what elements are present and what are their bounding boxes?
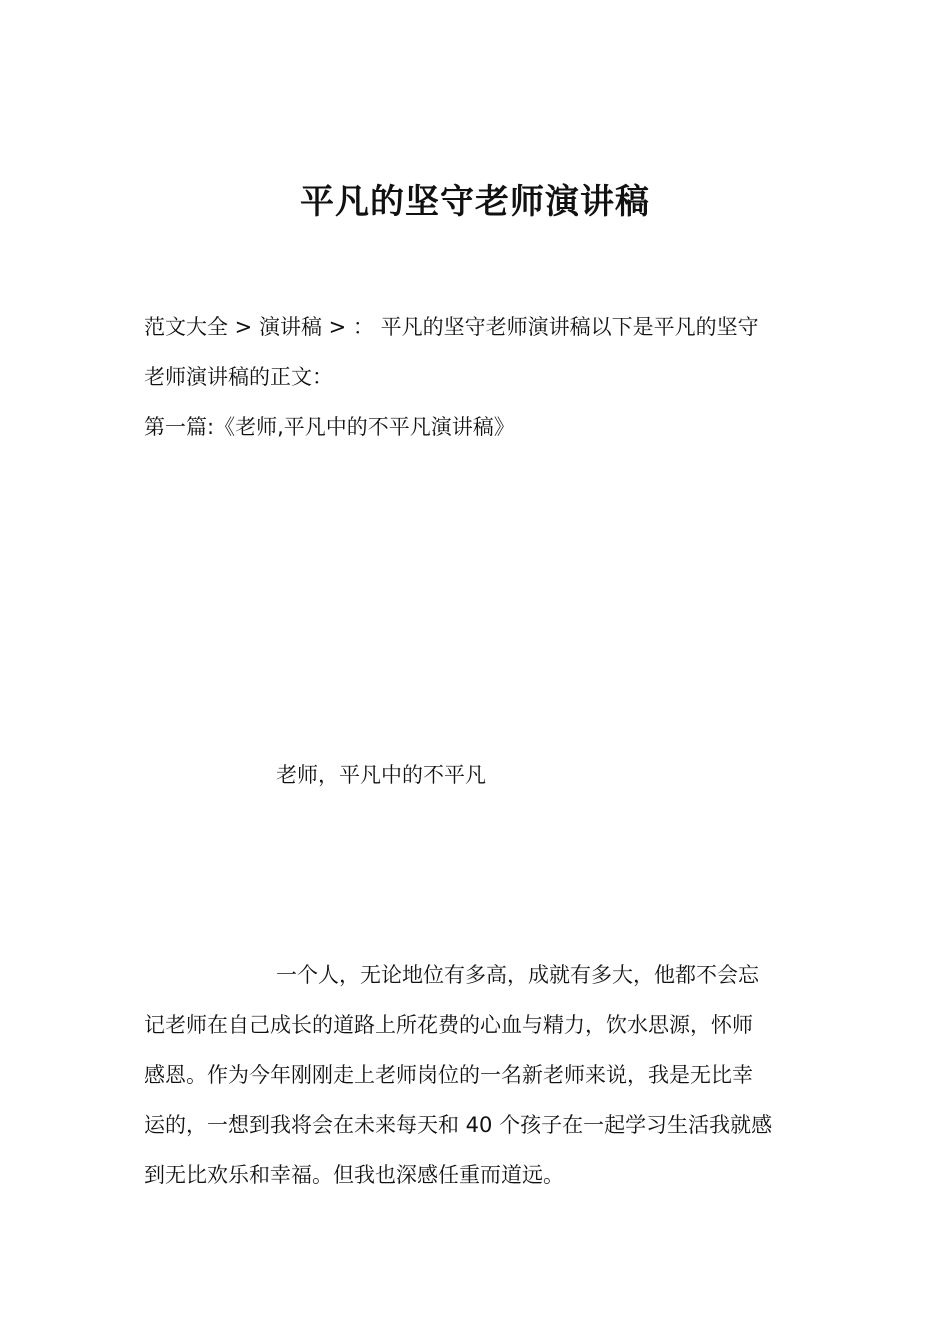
body-paragraph bbox=[144, 950, 814, 1200]
paragraph-line: 感恩。作为今年刚刚走上老师岗位的一名新老师来说，我是无比幸 bbox=[144, 1063, 753, 1087]
paragraph-line: 一个人，无论地位有多高，成就有多大，他都不会忘 bbox=[276, 963, 759, 987]
intro-line-breadcrumb: 范文大全 > 演讲稿 > ： 平凡的坚守老师演讲稿以下是平凡的坚守 bbox=[144, 315, 759, 339]
paragraph-line: 到无比欢乐和幸福。但我也深感任重而道远。 bbox=[144, 1163, 564, 1187]
paragraph-line: 运的，一想到我将会在未来每天和 40 个孩子在一起学习生活我就感 bbox=[144, 1113, 773, 1137]
intro-line-continuation: 老师演讲稿的正文： bbox=[144, 365, 333, 389]
intro-line-first-article: 第一篇:《老师,平凡中的不平凡演讲稿》 bbox=[144, 415, 515, 439]
document-title: 平凡的坚守老师演讲稿 bbox=[300, 182, 650, 222]
paragraph-line: 记老师在自己成长的道路上所花费的心血与精力，饮水思源，怀师 bbox=[144, 1013, 753, 1037]
section-heading: 老师，平凡中的不平凡 bbox=[276, 763, 486, 787]
